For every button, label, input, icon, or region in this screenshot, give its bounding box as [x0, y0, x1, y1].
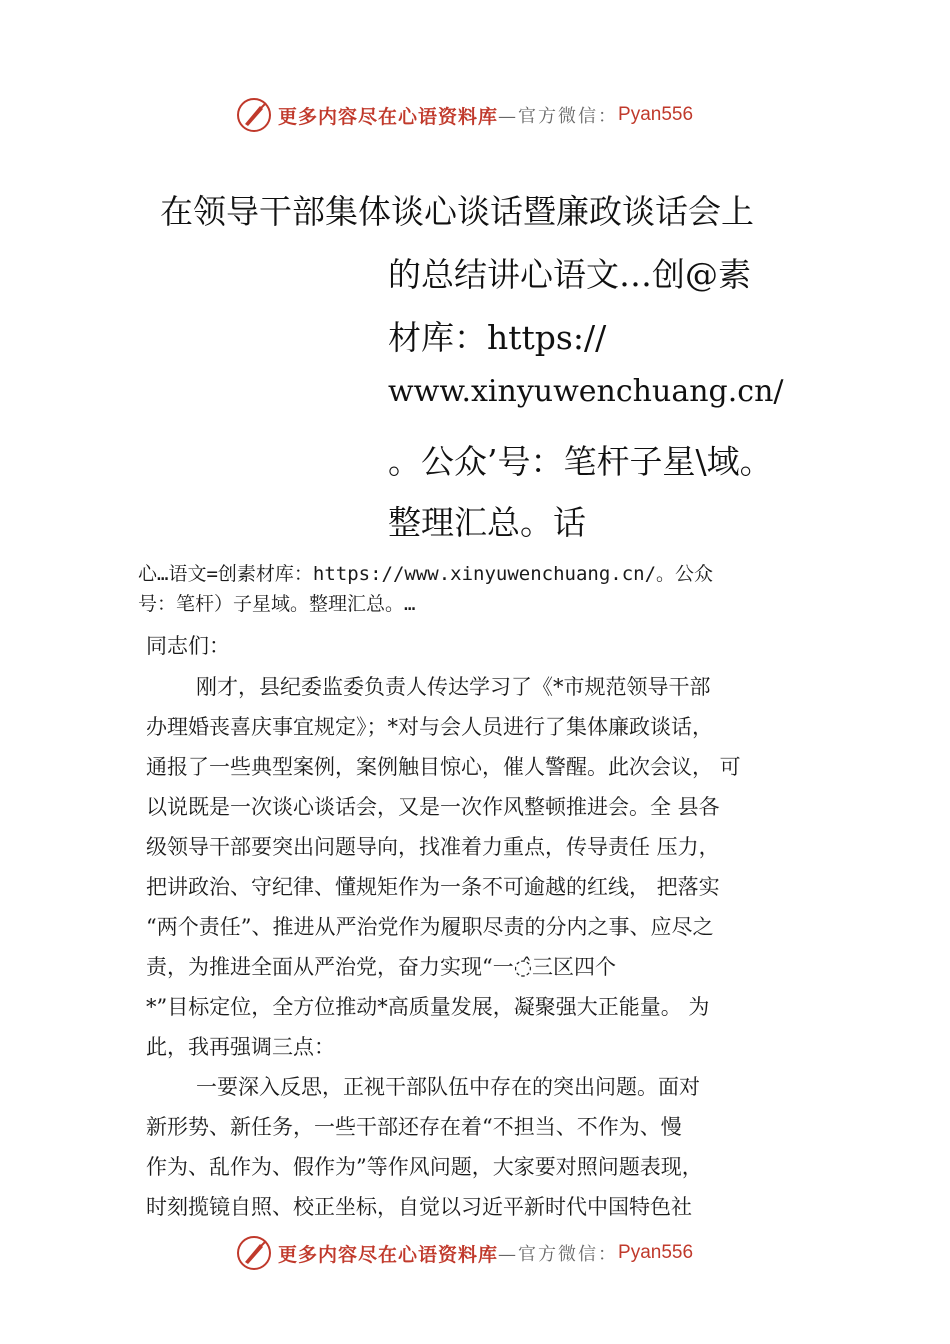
body-line: 作为、乱作为、假作为”等作风问题，大家要对照问题表现， — [146, 1155, 703, 1179]
banner-main-text: 更多内容尽在心语资料库 — [278, 105, 499, 128]
quill-logo-icon — [236, 97, 272, 133]
body-line: 刚才，县纪委监委负责人传达学习了《*市规范领导干部 — [196, 675, 711, 699]
body-line: 新形势、新任务，一些干部还存在着“不担当、不作为、慢 — [146, 1115, 682, 1139]
watermark-line-2: 号：笔杆）子星域。整理汇总。… — [138, 593, 416, 615]
watermark-line-1: 心…语文=创素材库：https://www.xinyuwenchuang.cn/。公众 — [138, 563, 714, 585]
title-line-2: 的总结讲心语文…创@素 — [388, 255, 751, 294]
body-line: *”目标定位，全方位推动*高质量发展，凝聚强大正能量。 为 — [146, 995, 710, 1019]
banner-main-text: 更多内容尽在心语资料库 — [278, 1243, 499, 1266]
header-banner — [236, 95, 756, 135]
greeting: 同志们： — [146, 634, 230, 658]
body-line: 此，我再强调三点： — [146, 1035, 335, 1059]
body-line: 以说既是一次谈心谈话会，又是一次作风整顿推进会。全 县各 — [146, 795, 720, 819]
body-line: “两个责任”、推进从严治党作为履职尽责的分内之事、应尽之 — [146, 915, 714, 939]
banner-wechat-id: Pyan556 — [618, 1242, 694, 1263]
body-line: 把讲政治、守纪律、懂规矩作为一条不可逾越的红线， 把落实 — [146, 875, 720, 899]
quill-logo-icon — [236, 1235, 272, 1271]
title-line-6: 整理汇总。话 — [388, 503, 586, 542]
title-line-4: www.xinyuwenchuang.cn/ — [388, 374, 784, 409]
banner-dash-text: —官方微信： — [498, 106, 619, 127]
body-line: 通报了一些典型案例，案例触目惊心，催人警醒。此次会议， 可 — [146, 755, 741, 779]
footer-banner — [236, 1233, 756, 1273]
title-line-5: 。公众’号：笔杆子星\域。 — [388, 442, 773, 481]
banner-dash-text: —官方微信： — [498, 1244, 619, 1265]
body-line: 责，为推进全面从严治党，奋力实现“一◌̂三区四个 — [146, 955, 617, 979]
title-line-3: 材库：https:// — [388, 318, 607, 357]
body-line: 办理婚丧喜庆事宜规定》；*对与会人员进行了集体廉政谈话， — [146, 715, 713, 739]
banner-wechat-id: Pyan556 — [618, 104, 694, 125]
body-line: 一要深入反思，正视干部队伍中存在的突出问题。面对 — [196, 1075, 700, 1099]
title-line-1: 在领导干部集体谈心谈话暨廉政谈话会上 — [160, 192, 754, 231]
body-line: 时刻揽镜自照、校正坐标，自觉以习近平新时代中国特色社 — [146, 1195, 692, 1219]
body-line: 级领导干部要突出问题导向，找准着力重点，传导责任 压力， — [146, 835, 720, 859]
